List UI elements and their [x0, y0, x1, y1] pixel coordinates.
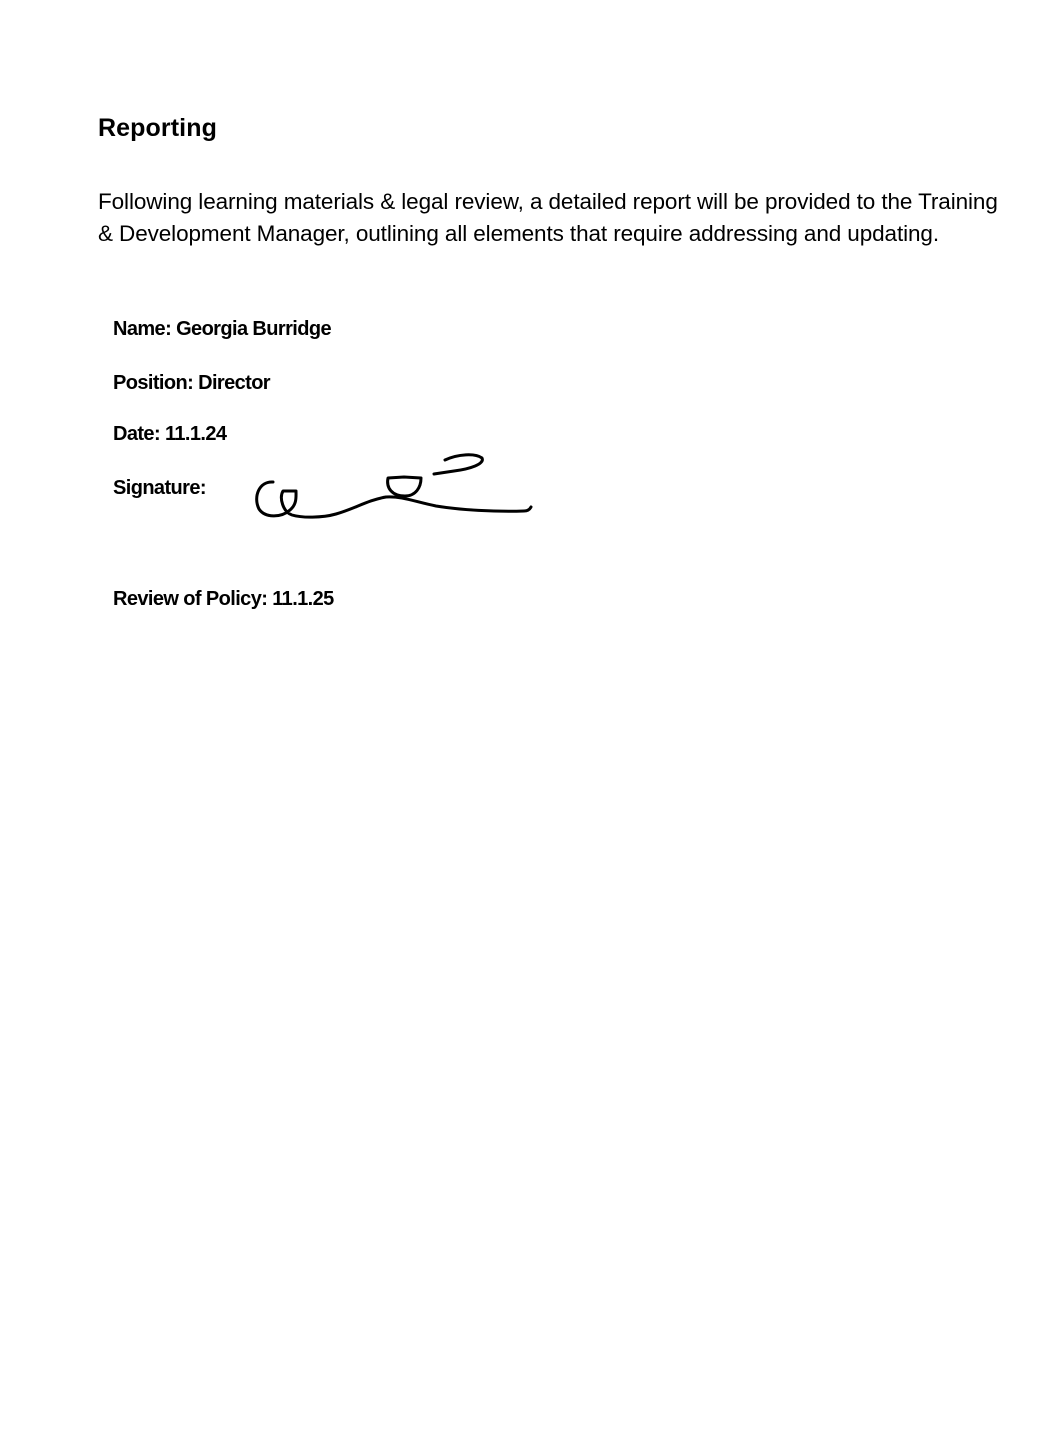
signature-label: Signature:	[113, 477, 206, 499]
date-field: Date: 11.1.24	[113, 423, 227, 445]
position-field: Position: Director	[113, 372, 270, 394]
section-heading: Reporting	[98, 114, 217, 142]
reporting-paragraph: Following learning materials & legal review, a detailed report will be provided to the Training & Development Manager, outlining all elements that require addressing and updating.	[98, 189, 998, 246]
handwritten-signature	[250, 445, 540, 525]
review-of-policy-field: Review of Policy: 11.1.25	[113, 588, 334, 610]
name-field: Name: Georgia Burridge	[113, 318, 331, 340]
